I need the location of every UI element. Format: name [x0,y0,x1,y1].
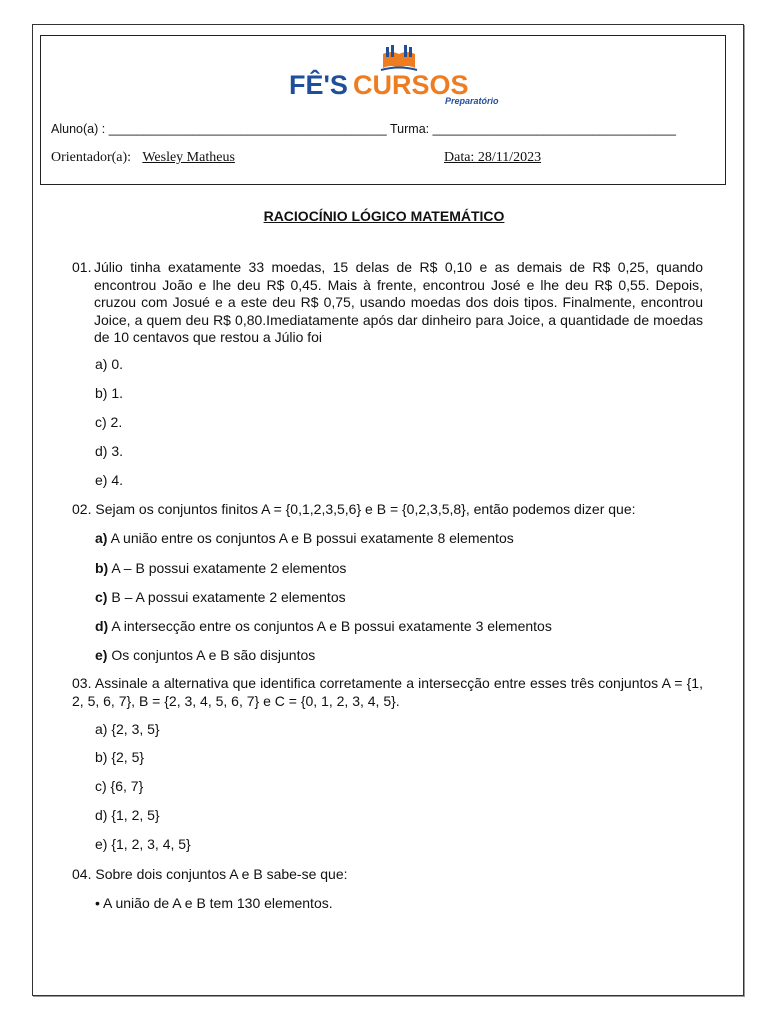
logo-brand-sub: Preparatório [445,96,499,106]
orientador-value: Wesley Matheus [142,150,235,165]
q2-option-a-text: A união entre os conjuntos A e B possui exatamente 8 elementos [110,530,514,546]
logo [287,44,507,104]
orientador-line [51,150,235,166]
q1-option-e: e) 4. [95,472,124,488]
q1-option-b: b) 1. [95,385,124,401]
q3-option-c: c) {6, 7} [95,778,144,794]
q4-bullet: • A união de A e B tem 130 elementos. [95,895,333,911]
q2-option-a [95,530,514,546]
open-book-icon [381,45,417,70]
page-title: RACIOCÍNIO LÓGICO MATEMÁTICO [263,208,505,224]
question-1 [72,259,703,347]
q2-option-e-letter: e) [95,647,108,663]
q3-option-b: b) {2, 5} [95,749,145,765]
aluno-field[interactable]: ________________________________________ [108,122,387,136]
q2-option-c-letter: c) [95,589,108,605]
question-1-number: 01. [72,259,92,275]
q1-option-a: a) 0. [95,356,124,372]
q2-option-d [95,618,552,634]
q2-option-b-text: A – B possui exatamente 2 elementos [111,560,347,576]
q3-option-d: d) {1, 2, 5} [95,807,160,823]
question-3-text: 03. Assinale a alternativa que identifica corretamente a intersecção entre esses três conjuntos A = {1, 2, 5, 6, 7}, B = {2, 3, 4, 5, 6, 7} e C = {0, 1, 2, 3, 4, 5}. [72,675,703,709]
q1-option-c: c) 2. [95,414,123,430]
book-logo-icon [287,44,507,106]
question-1-text: Júlio tinha exatamente 33 moedas, 15 delas de R$ 0,10 e as demais de R$ 0,25, quando encontrou João e lhe deu R$ 0,45. Mais à frente, encontrou José e lhe deu R$ 0,55. Depois, cruzou com Josué e a este deu R$ 0,75, usando moedas dos dois tipos. Finalmente, encontrou Joice, a quem deu R$ 0,80.Imediatamente após dar dinheiro para Joice, a quantidade de moedas de 10 centavos que restou a Júlio foi [94,259,703,345]
turma-field[interactable]: ___________________________________ [432,122,676,136]
turma-label: Turma: [390,122,430,136]
q3-option-e: e) {1, 2, 3, 4, 5} [95,836,191,852]
q3-option-a: a) {2, 3, 5} [95,721,160,737]
orientador-label: Orientador(a): [51,150,132,165]
student-line [51,122,676,136]
aluno-label: Aluno(a) : [51,122,106,136]
q2-option-c-text: B – A possui exatamente 2 elementos [111,589,346,605]
logo-brand-main: FÊ'S [289,70,348,100]
q2-option-e [95,647,315,663]
q2-option-d-text: A intersecção entre os conjuntos A e B possui exatamente 3 elementos [111,618,552,634]
q2-option-b [95,560,346,576]
q2-option-e-text: Os conjuntos A e B são disjuntos [111,647,316,663]
logo-brand-accent: CURSOS [353,70,469,100]
header-box [40,35,726,185]
q2-option-d-letter: d) [95,618,109,634]
q1-option-d: d) 3. [95,443,124,459]
q2-option-c [95,589,346,605]
date: Data: 28/11/2023 [444,150,542,165]
q2-option-b-letter: b) [95,560,109,576]
q2-option-a-letter: a) [95,530,108,546]
question-2-text: 02. Sejam os conjuntos finitos A = {0,1,2,3,5,6} e B = {0,2,3,5,8}, então podemos dizer que: [72,501,636,517]
question-4-text: 04. Sobre dois conjuntos A e B sabe-se que: [72,866,348,882]
